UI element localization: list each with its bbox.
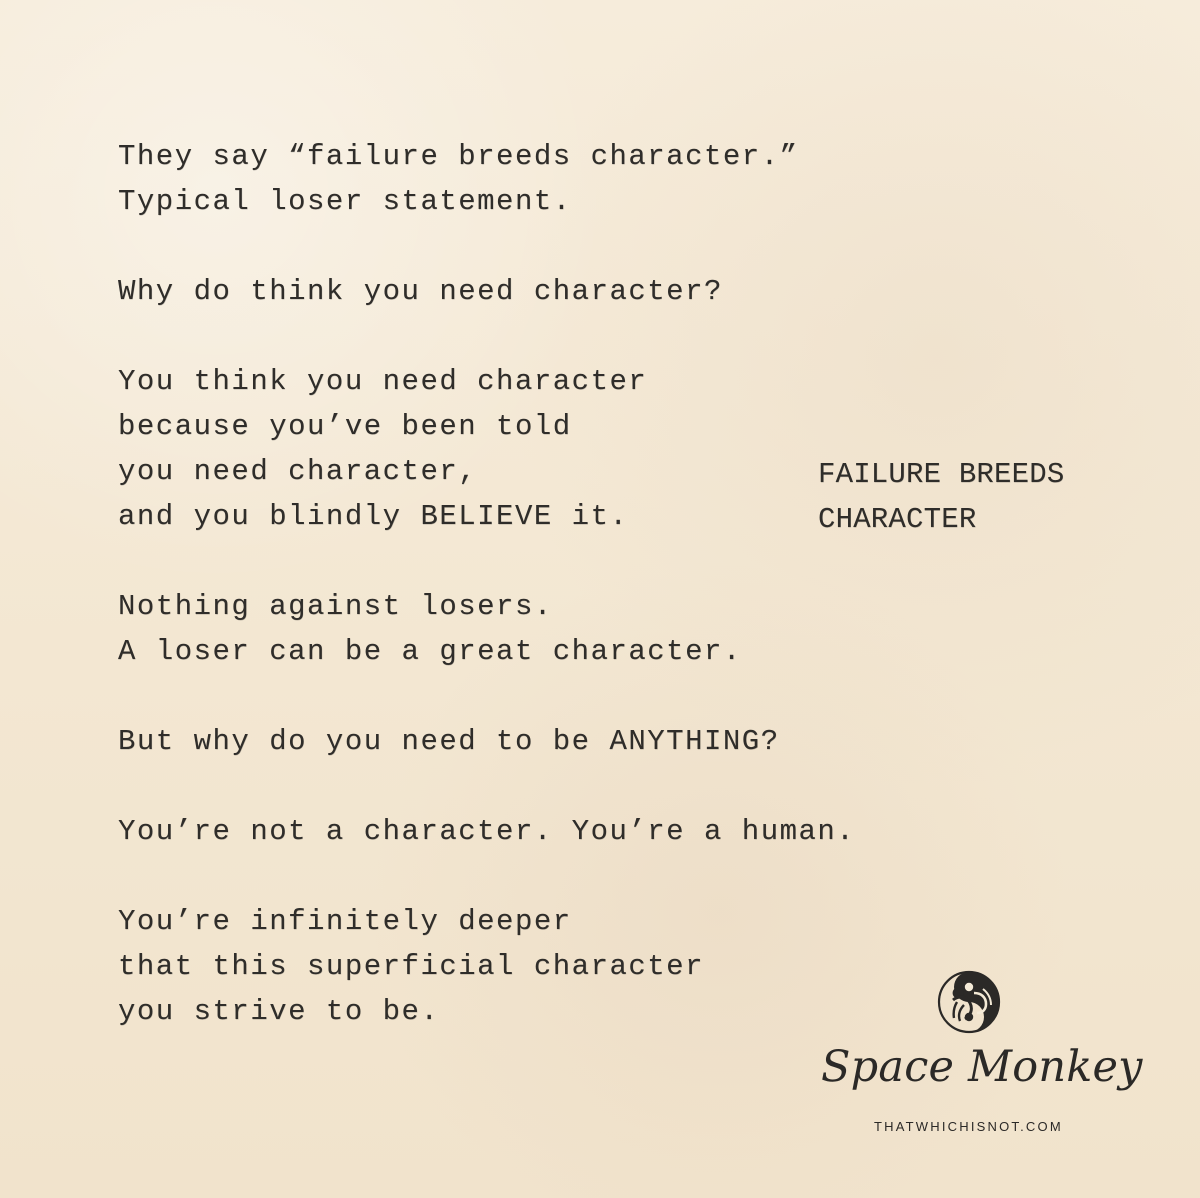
side-title xyxy=(818,452,1064,542)
side-title-line: FAILURE BREEDS xyxy=(818,458,1065,491)
space-monkey-yin-yang-icon xyxy=(936,969,1002,1035)
side-title-line: CHARACTER xyxy=(818,503,977,536)
poem-line: You think you need character xyxy=(118,365,648,398)
poem-line: You’re not a character. You’re a human. xyxy=(118,815,856,848)
poem-line: Why do think you need character? xyxy=(118,275,723,308)
brand-website: THATWHICHISNOT.COM xyxy=(874,1119,1063,1134)
poem-line: They say “failure breeds character.” xyxy=(118,140,799,173)
poem-line: and you blindly BELIEVE it. xyxy=(118,500,629,533)
poem-line: because you’ve been told xyxy=(118,410,572,443)
stanza-6 xyxy=(118,809,856,854)
poem-line: Nothing against losers. xyxy=(118,590,553,623)
stanza-7 xyxy=(118,899,818,1034)
poem-line: you strive to be. xyxy=(118,995,440,1028)
poem-body xyxy=(118,134,856,1079)
poem-line: You’re infinitely deeper xyxy=(118,905,572,938)
poem-line: Typical loser statement. xyxy=(118,185,572,218)
poem-line: that this superficial character xyxy=(118,950,704,983)
stanza-4 xyxy=(118,584,818,674)
stanza-2 xyxy=(118,269,818,314)
poem-line: But why do you need to be ANYTHING? xyxy=(118,725,780,758)
brand-logo xyxy=(815,963,1143,1143)
poem-line: A loser can be a great character. xyxy=(118,635,742,668)
stanza-1 xyxy=(118,134,818,224)
stanza-5 xyxy=(118,719,818,764)
brand-name: Space Monkey xyxy=(821,1042,1143,1092)
stanza-3 xyxy=(118,359,818,539)
poem-line: you need character, xyxy=(118,455,478,488)
